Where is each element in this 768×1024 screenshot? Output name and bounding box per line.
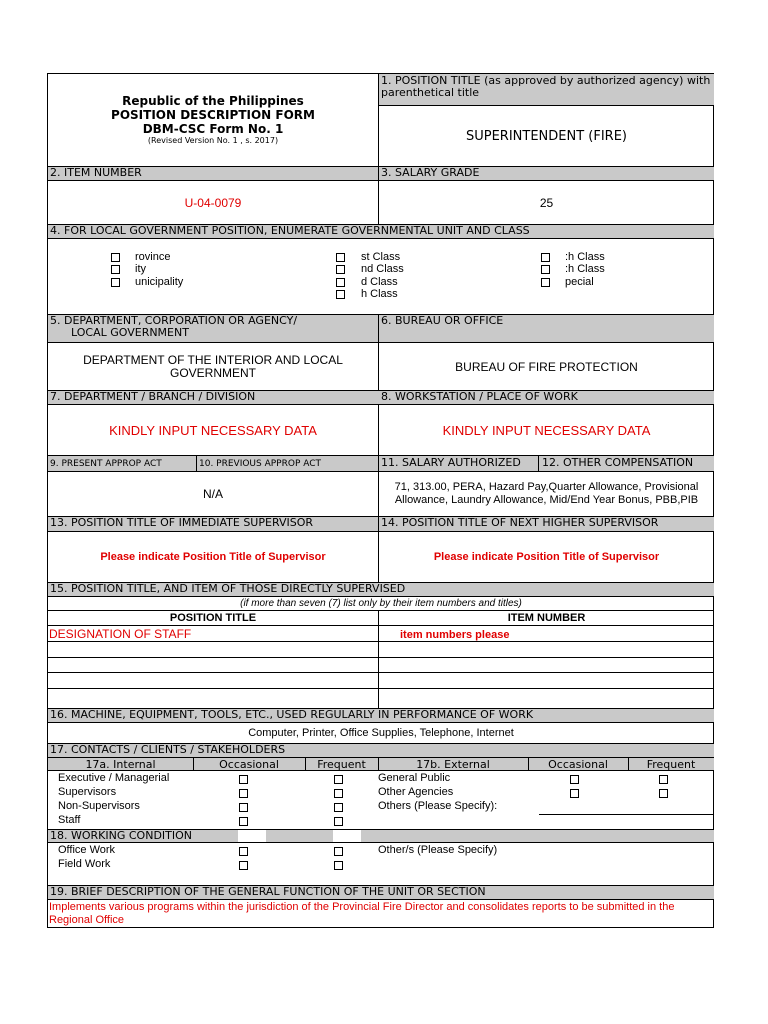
province-label: rovince xyxy=(135,251,171,263)
equipment-value[interactable]: Computer, Printer, Office Supplies, Telephone, Internet xyxy=(248,727,514,739)
approp-act-value[interactable]: N/A xyxy=(202,487,223,501)
field-work-frequent-checkbox[interactable] xyxy=(334,861,343,870)
supervised-note: (if more than seven (7) list only by their item numbers and titles) xyxy=(240,598,522,609)
special-label: pecial xyxy=(565,276,594,288)
second-class-checkbox[interactable] xyxy=(336,265,345,274)
staff-occasional-checkbox[interactable] xyxy=(239,817,248,826)
equipment-label: 16. MACHINE, EQUIPMENT, TOOLS, ETC., USED REGULARLY IN PERFORMANCE OF WORK xyxy=(48,708,714,723)
workstation-value[interactable]: KINDLY INPUT NECESSARY DATA xyxy=(442,422,651,438)
contact-non-supervisors-label: Non-Supervisors xyxy=(58,800,140,812)
third-class-label: d Class xyxy=(361,276,398,288)
contact-supervisors-label: Supervisors xyxy=(58,786,117,798)
city-checkbox[interactable] xyxy=(111,265,120,274)
internal-frequent-label: Frequent xyxy=(317,758,366,771)
external-occasional-label: Occasional xyxy=(548,758,608,771)
contact-other-agencies-label: Other Agencies xyxy=(378,786,454,798)
other-compensation-value[interactable]: 71, 313.00, PERA, Hazard Pay,Quarter Allowance, Provisional Allowance, Laundry Allowance, Mid/End Year Bonus, PBB,PIB xyxy=(394,481,699,506)
position-title-label: 1. POSITION TITLE (as approved by authorized agency) with parenthetical title xyxy=(379,74,714,106)
department-value[interactable]: DEPARTMENT OF THE INTERIOR AND LOCAL GOVERNMENT xyxy=(83,352,343,380)
sixth-class-checkbox[interactable] xyxy=(541,265,550,274)
form-code: DBM-CSC Form No. 1 xyxy=(142,122,284,136)
fourth-class-label: h Class xyxy=(361,288,398,300)
form-revision: (Revised Version No. 1 , s. 2017) xyxy=(147,136,279,145)
executive-occasional-checkbox[interactable] xyxy=(239,775,248,784)
form-title-block xyxy=(48,74,378,166)
special-checkbox[interactable] xyxy=(541,278,550,287)
other-conditions-label: Other/s (Please Specify) xyxy=(378,844,498,856)
fifth-class-label: :h Class xyxy=(565,251,605,263)
supervised-title-row1[interactable]: DESIGNATION OF STAFF xyxy=(49,627,192,641)
division-label: 7. DEPARTMENT / BRANCH / DIVISION xyxy=(50,390,256,403)
contact-staff-label: Staff xyxy=(58,814,81,826)
col-item-number: ITEM NUMBER xyxy=(507,612,586,624)
fifth-class-checkbox[interactable] xyxy=(541,253,550,262)
republic-title: Republic of the Philippines xyxy=(122,94,304,108)
staff-frequent-checkbox[interactable] xyxy=(334,817,343,826)
field-work-label: Field Work xyxy=(58,858,111,870)
internal-label: 17a. Internal xyxy=(85,758,156,771)
second-class-label: nd Class xyxy=(361,263,404,275)
other-compensation-label: 12. OTHER COMPENSATION xyxy=(542,456,694,469)
other-agencies-occasional-checkbox[interactable] xyxy=(570,789,579,798)
non-supervisors-frequent-checkbox[interactable] xyxy=(334,803,343,812)
external-frequent-label: Frequent xyxy=(646,758,696,771)
workstation-label: 8. WORKSTATION / PLACE OF WORK xyxy=(381,390,578,403)
col-position-title: POSITION TITLE xyxy=(169,612,257,624)
salary-authorized-label: 11. SALARY AUTHORIZED xyxy=(381,456,521,469)
working-condition-label: 18. WORKING CONDITION xyxy=(48,829,714,843)
executive-frequent-checkbox[interactable] xyxy=(334,775,343,784)
previous-approp-label: 10. PREVIOUS APPROP ACT xyxy=(199,459,322,469)
salary-grade-label: 3. SALARY GRADE xyxy=(381,166,480,179)
office-work-occasional-checkbox[interactable] xyxy=(239,847,248,856)
province-checkbox[interactable] xyxy=(111,253,120,262)
field-work-occasional-checkbox[interactable] xyxy=(239,861,248,870)
present-approp-label: 9. PRESENT APPROP ACT xyxy=(50,459,162,469)
fourth-class-checkbox[interactable] xyxy=(336,290,345,299)
office-work-frequent-checkbox[interactable] xyxy=(334,847,343,856)
position-description-form xyxy=(47,73,714,928)
first-class-checkbox[interactable] xyxy=(336,253,345,262)
other-agencies-frequent-checkbox[interactable] xyxy=(659,789,668,798)
contact-executive-label: Executive / Managerial xyxy=(58,772,170,784)
item-number-label: 2. ITEM NUMBER xyxy=(50,166,142,179)
third-class-checkbox[interactable] xyxy=(336,278,345,287)
supervisors-frequent-checkbox[interactable] xyxy=(334,789,343,798)
bureau-label: 6. BUREAU OR OFFICE xyxy=(381,314,504,327)
supervised-item-row1[interactable]: item numbers please xyxy=(400,629,510,641)
local-gov-class-section xyxy=(48,239,714,314)
contacts-label: 17. CONTACTS / CLIENTS / STAKEHOLDERS xyxy=(48,743,714,758)
salary-grade-value[interactable]: 25 xyxy=(539,195,554,210)
form-name: POSITION DESCRIPTION FORM xyxy=(111,108,315,122)
department-label: 5. DEPARTMENT, CORPORATION OR AGENCY/ xyxy=(50,314,298,327)
external-label: 17b. External xyxy=(416,758,490,771)
non-supervisors-occasional-checkbox[interactable] xyxy=(239,803,248,812)
supervised-label: 15. POSITION TITLE, AND ITEM OF THOSE DIRECTLY SUPERVISED xyxy=(48,582,714,597)
general-public-occasional-checkbox[interactable] xyxy=(570,775,579,784)
others-specify-line[interactable] xyxy=(539,814,714,815)
supervisors-occasional-checkbox[interactable] xyxy=(239,789,248,798)
item-number-value[interactable]: U-04-0079 xyxy=(184,195,242,210)
general-function-label: 19. BRIEF DESCRIPTION OF THE GENERAL FUNCTION OF THE UNIT OR SECTION xyxy=(48,885,714,900)
immediate-supervisor-label: 13. POSITION TITLE OF IMMEDIATE SUPERVISOR xyxy=(50,516,314,529)
city-label: ity xyxy=(135,263,146,275)
division-value[interactable]: KINDLY INPUT NECESSARY DATA xyxy=(109,422,317,438)
municipality-label: unicipality xyxy=(135,276,184,288)
municipality-checkbox[interactable] xyxy=(111,278,120,287)
position-title-value[interactable]: SUPERINTENDENT (FIRE) xyxy=(465,128,627,144)
general-public-frequent-checkbox[interactable] xyxy=(659,775,668,784)
sixth-class-label: :h Class xyxy=(565,263,605,275)
next-supervisor-label: 14. POSITION TITLE OF NEXT HIGHER SUPERVISOR xyxy=(381,516,659,529)
first-class-label: st Class xyxy=(361,251,401,263)
contact-others-specify-label: Others (Please Specify): xyxy=(378,800,498,812)
next-supervisor-value[interactable]: Please indicate Position Title of Supervisor xyxy=(433,551,660,563)
general-function-value[interactable]: Implements various programs within the jurisdiction of the Provincial Fire Director and consolidates reports to be submitted in the Regional Office xyxy=(49,901,675,926)
contact-general-public-label: General Public xyxy=(378,772,451,784)
department-label-line2: LOCAL GOVERNMENT xyxy=(71,326,189,339)
office-work-label: Office Work xyxy=(58,844,116,856)
local-gov-label: 4. FOR LOCAL GOVERNMENT POSITION, ENUMERATE GOVERNMENTAL UNIT AND CLASS xyxy=(48,224,714,239)
internal-occasional-label: Occasional xyxy=(219,758,279,771)
immediate-supervisor-value[interactable]: Please indicate Position Title of Supervisor xyxy=(100,551,326,563)
bureau-value[interactable]: BUREAU OF FIRE PROTECTION xyxy=(455,359,638,374)
